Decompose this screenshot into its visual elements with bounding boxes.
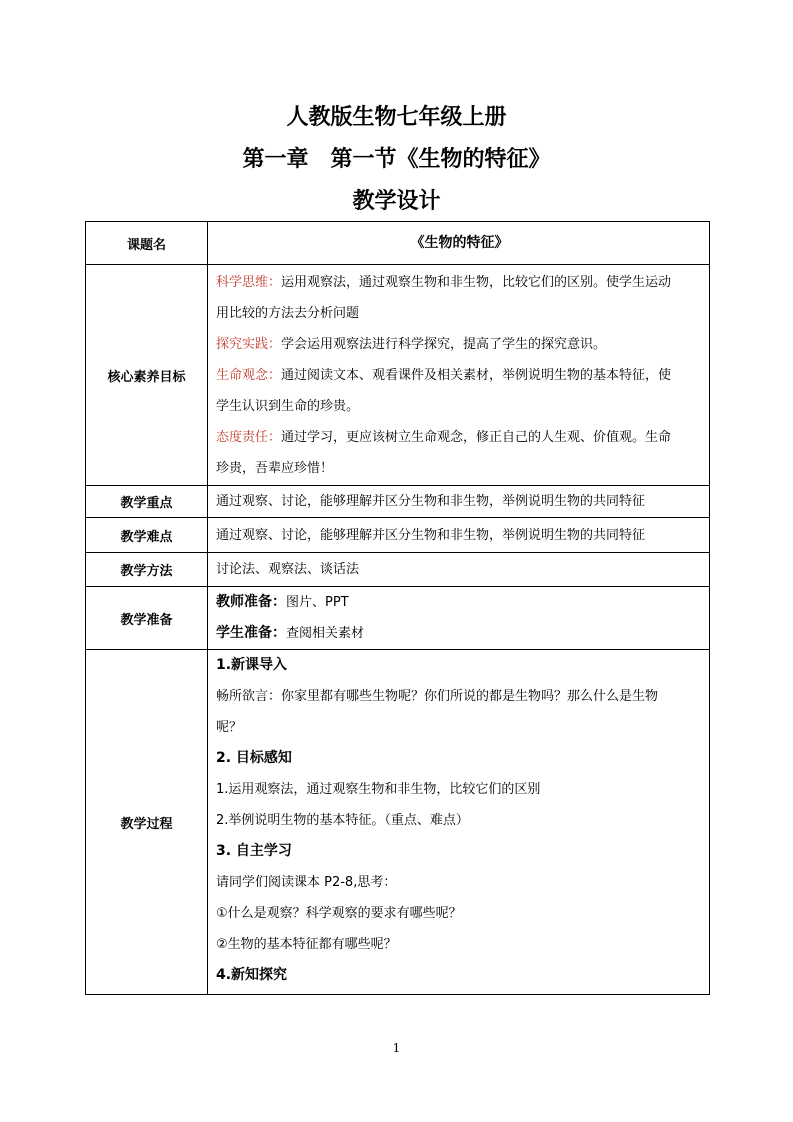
preparation-cell (208, 587, 710, 650)
student-prep: 学生准备：查阅相关素材 (216, 625, 365, 641)
row-label-process: 教学过程 (86, 650, 208, 995)
goal-3-key: 生命观念： (216, 367, 282, 383)
section-self-study-line3: ②生物的基本特征都有哪些呢？ (216, 937, 397, 952)
section-self-study-line1: 请同学们阅读课本 P2-8,思考： (216, 875, 397, 890)
section-self-study-line2: ①什么是观察？科学观察的要求有哪些呢？ (216, 906, 462, 921)
row-label-topic: 课题名 (86, 222, 208, 265)
goal-1-key: 科学思维： (216, 274, 282, 290)
teacher-prep: 教师准备：图片、PPT (216, 594, 349, 610)
goal-3-line2: 学生认识到生命的珍贵。 (216, 398, 360, 414)
table-row-difficult-points (86, 518, 710, 553)
section-new-lesson-line1: 畅所欲言：你家里都有哪些生物呢？你们所说的都是生物吗？那么什么是生物 (216, 689, 659, 704)
table-row-process (86, 650, 710, 995)
goal-2-line1: 探究实践：学会运用观察法进行科学探究，提高了学生的探究意识。 (216, 336, 607, 352)
goal-3-line1: 生命观念：通过阅读文本、观看课件及相关素材，举例说明生物的基本特征，使 (216, 367, 672, 383)
doc-title-line3: 教学设计 (352, 188, 441, 214)
section-explore-title: 4.新知探究 (216, 967, 288, 983)
row-label-difficult-points: 教学难点 (86, 518, 208, 553)
goals-cell (208, 265, 710, 486)
goal-2-key: 探究实践： (216, 336, 282, 352)
row-label-preparation: 教学准备 (86, 587, 208, 650)
table-row-preparation (86, 587, 710, 650)
table-row-topic (86, 222, 710, 265)
lesson-plan-table (85, 221, 710, 995)
method-value: 讨论法、观察法、谈话法 (208, 553, 710, 587)
section-new-lesson-title: 1.新课导入 (216, 657, 288, 673)
table-row-method (86, 553, 710, 587)
section-goals-line1: 1.运用观察法，通过观察生物和非生物，比较它们的区别 (216, 782, 541, 797)
goal-4-key: 态度责任： (216, 429, 282, 445)
doc-title-line2: 第一章 第一节《生物的特征》 (242, 146, 551, 172)
section-self-study-title: 3. 自主学习 (216, 843, 292, 859)
goal-1-line1: 科学思维：运用观察法，通过观察生物和非生物，比较它们的区别。使学生运动 (216, 274, 672, 290)
goal-4-line2: 珍贵，吾辈应珍惜！ (216, 460, 334, 476)
table-row-key-points (86, 486, 710, 518)
process-cell (208, 650, 710, 995)
difficult-points-value: 通过观察、讨论，能够理解并区分生物和非生物，举例说明生物的共同特征 (208, 518, 710, 553)
table-row-goals (86, 265, 710, 486)
goal-1-line2: 用比较的方法去分析问题 (216, 305, 360, 321)
section-goals-line2: 2.举例说明生物的基本特征。（重点、难点） (216, 813, 469, 828)
page-number: 1 (392, 1041, 401, 1055)
section-goals-title: 2. 目标感知 (216, 750, 292, 766)
row-label-goals: 核心素养目标 (86, 265, 208, 486)
topic-value: 《生物的特征》 (208, 222, 710, 265)
row-label-key-points: 教学重点 (86, 486, 208, 518)
section-new-lesson-line2: 呢？ (216, 720, 243, 735)
doc-title-line1: 人教版生物七年级上册 (286, 104, 507, 130)
key-points-value: 通过观察、讨论，能够理解并区分生物和非生物，举例说明生物的共同特征 (208, 486, 710, 518)
goal-4-line1: 态度责任：通过学习，更应该树立生命观念，修正自己的人生观、价值观。生命 (216, 429, 672, 445)
row-label-method: 教学方法 (86, 553, 208, 587)
